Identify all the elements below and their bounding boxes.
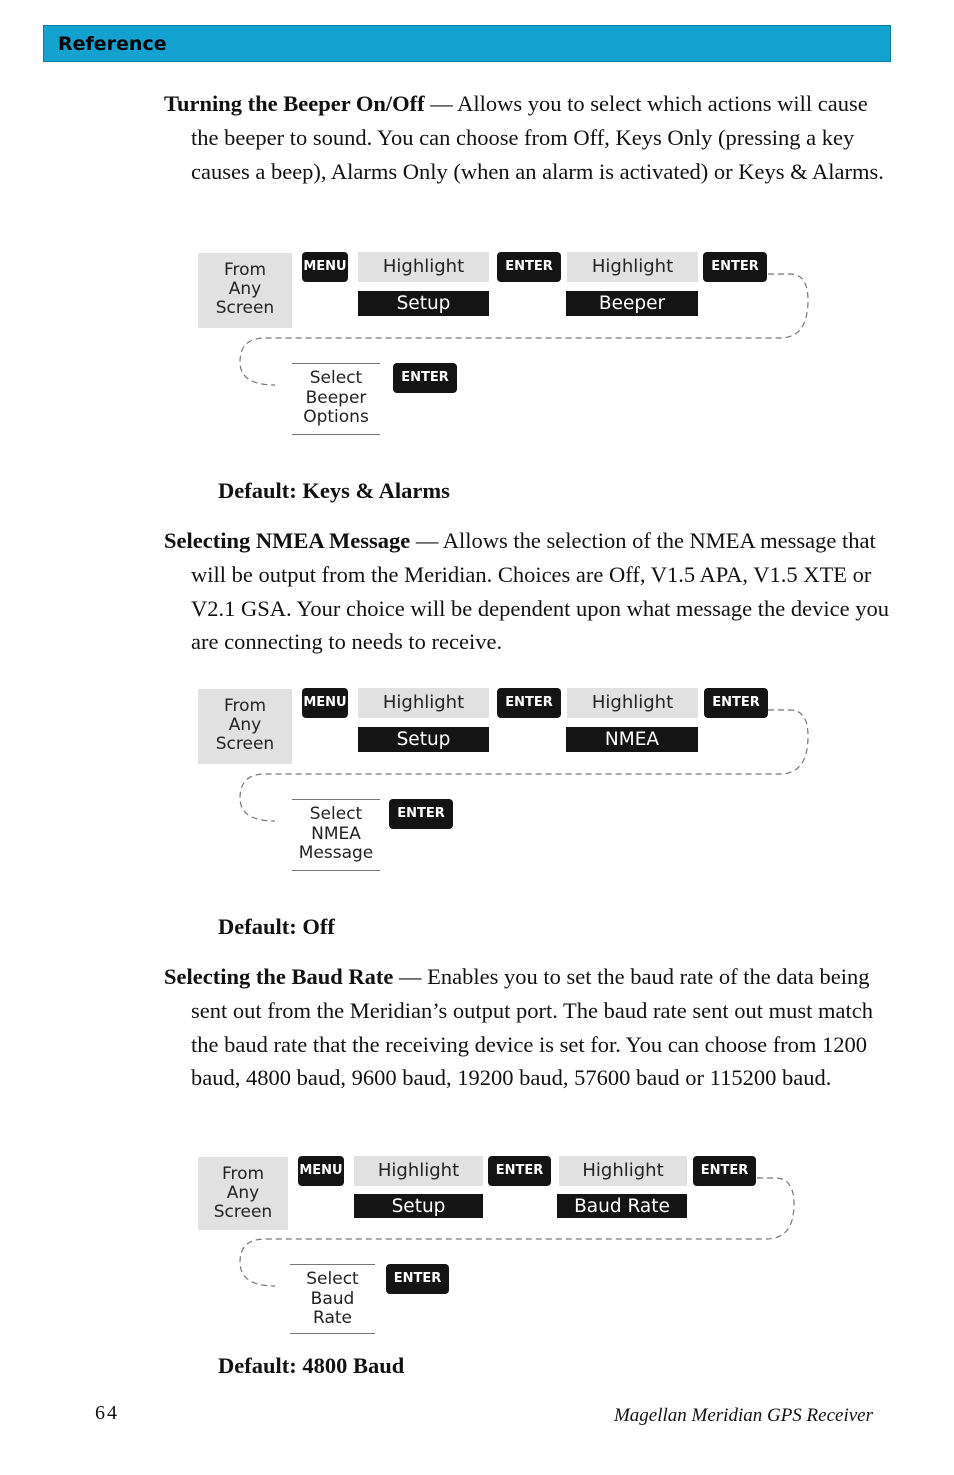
page-number: 64	[95, 1402, 119, 1424]
enter-key: ENTER	[704, 688, 768, 718]
nmea-option: NMEA	[566, 727, 698, 752]
beeper-keystroke-diagram	[0, 250, 954, 450]
baud-keystroke-diagram	[0, 1154, 954, 1354]
select-beeper-options-box: Select Beeper Options	[292, 363, 380, 435]
baud-default: Default: 4800 Baud	[218, 1353, 405, 1378]
setup-option: Setup	[354, 1194, 483, 1218]
setup-option: Setup	[358, 727, 489, 752]
enter-key: ENTER	[497, 688, 561, 718]
menu-key: MENU	[302, 252, 348, 282]
menu-key: MENU	[298, 1156, 344, 1186]
enter-key: ENTER	[703, 252, 767, 282]
setup-option: Setup	[358, 291, 489, 316]
menu-key: MENU	[302, 688, 348, 718]
beeper-option: Beeper	[566, 291, 698, 316]
highlight-label: Highlight	[559, 1156, 687, 1186]
section-title: Reference	[58, 33, 167, 55]
enter-key: ENTER	[497, 252, 561, 282]
nmea-body: Allows the selection of the NMEA message that will be output from the Meridian. Choices are Off, V1.5 APA, V1.5 XTE or V2.1 GSA. Your choice will be dependent upon what message the device you are connecting to needs to receive.	[191, 528, 889, 655]
enter-key: ENTER	[693, 1156, 756, 1186]
section-header-bar	[43, 25, 891, 62]
baud-body: Enables you to set the baud rate of the data being sent out from the Meridian’s output port. The baud rate sent out must match the baud rate that the receiving device is set for. You can choose from 1200 baud, 4800 baud, 9600 baud, 19200 baud, 57600 baud or 115200 baud.	[191, 964, 873, 1091]
select-baud-rate-box: Select Baud Rate	[290, 1264, 375, 1334]
highlight-label: Highlight	[358, 688, 489, 718]
highlight-label: Highlight	[358, 252, 489, 282]
select-nmea-message-box: Select NMEA Message	[292, 799, 380, 871]
nmea-keystroke-diagram	[0, 686, 954, 886]
highlight-label: Highlight	[567, 688, 698, 718]
beeper-term: Turning the Beeper On/Off	[164, 91, 425, 116]
baud-term: Selecting the Baud Rate	[164, 964, 394, 989]
enter-key: ENTER	[389, 799, 453, 829]
from-any-screen-box: From Any Screen	[198, 1157, 288, 1230]
nmea-term: Selecting NMEA Message	[164, 528, 411, 553]
from-any-screen-box: From Any Screen	[198, 689, 292, 764]
beeper-default: Default: Keys & Alarms	[218, 478, 450, 503]
beeper-separator: —	[424, 91, 458, 116]
enter-key: ENTER	[386, 1264, 449, 1294]
from-any-screen-box: From Any Screen	[198, 253, 292, 328]
book-title: Magellan Meridian GPS Receiver	[613, 1405, 873, 1426]
baud-rate-option: Baud Rate	[557, 1194, 687, 1218]
enter-key: ENTER	[393, 363, 457, 393]
highlight-label: Highlight	[567, 252, 698, 282]
beeper-paragraph	[164, 87, 891, 188]
nmea-paragraph	[164, 524, 891, 659]
baud-paragraph	[164, 960, 891, 1095]
nmea-separator: —	[410, 528, 443, 553]
beeper-body: Allows you to select which actions will cause the beeper to sound. You can choose from Off, Keys Only (pressing a key causes a beep), Alarms Only (when an alarm is activated) or Keys & Alarms.	[191, 91, 884, 184]
baud-separator: —	[393, 964, 428, 989]
enter-key: ENTER	[488, 1156, 551, 1186]
nmea-default: Default: Off	[218, 914, 335, 939]
highlight-label: Highlight	[354, 1156, 483, 1186]
